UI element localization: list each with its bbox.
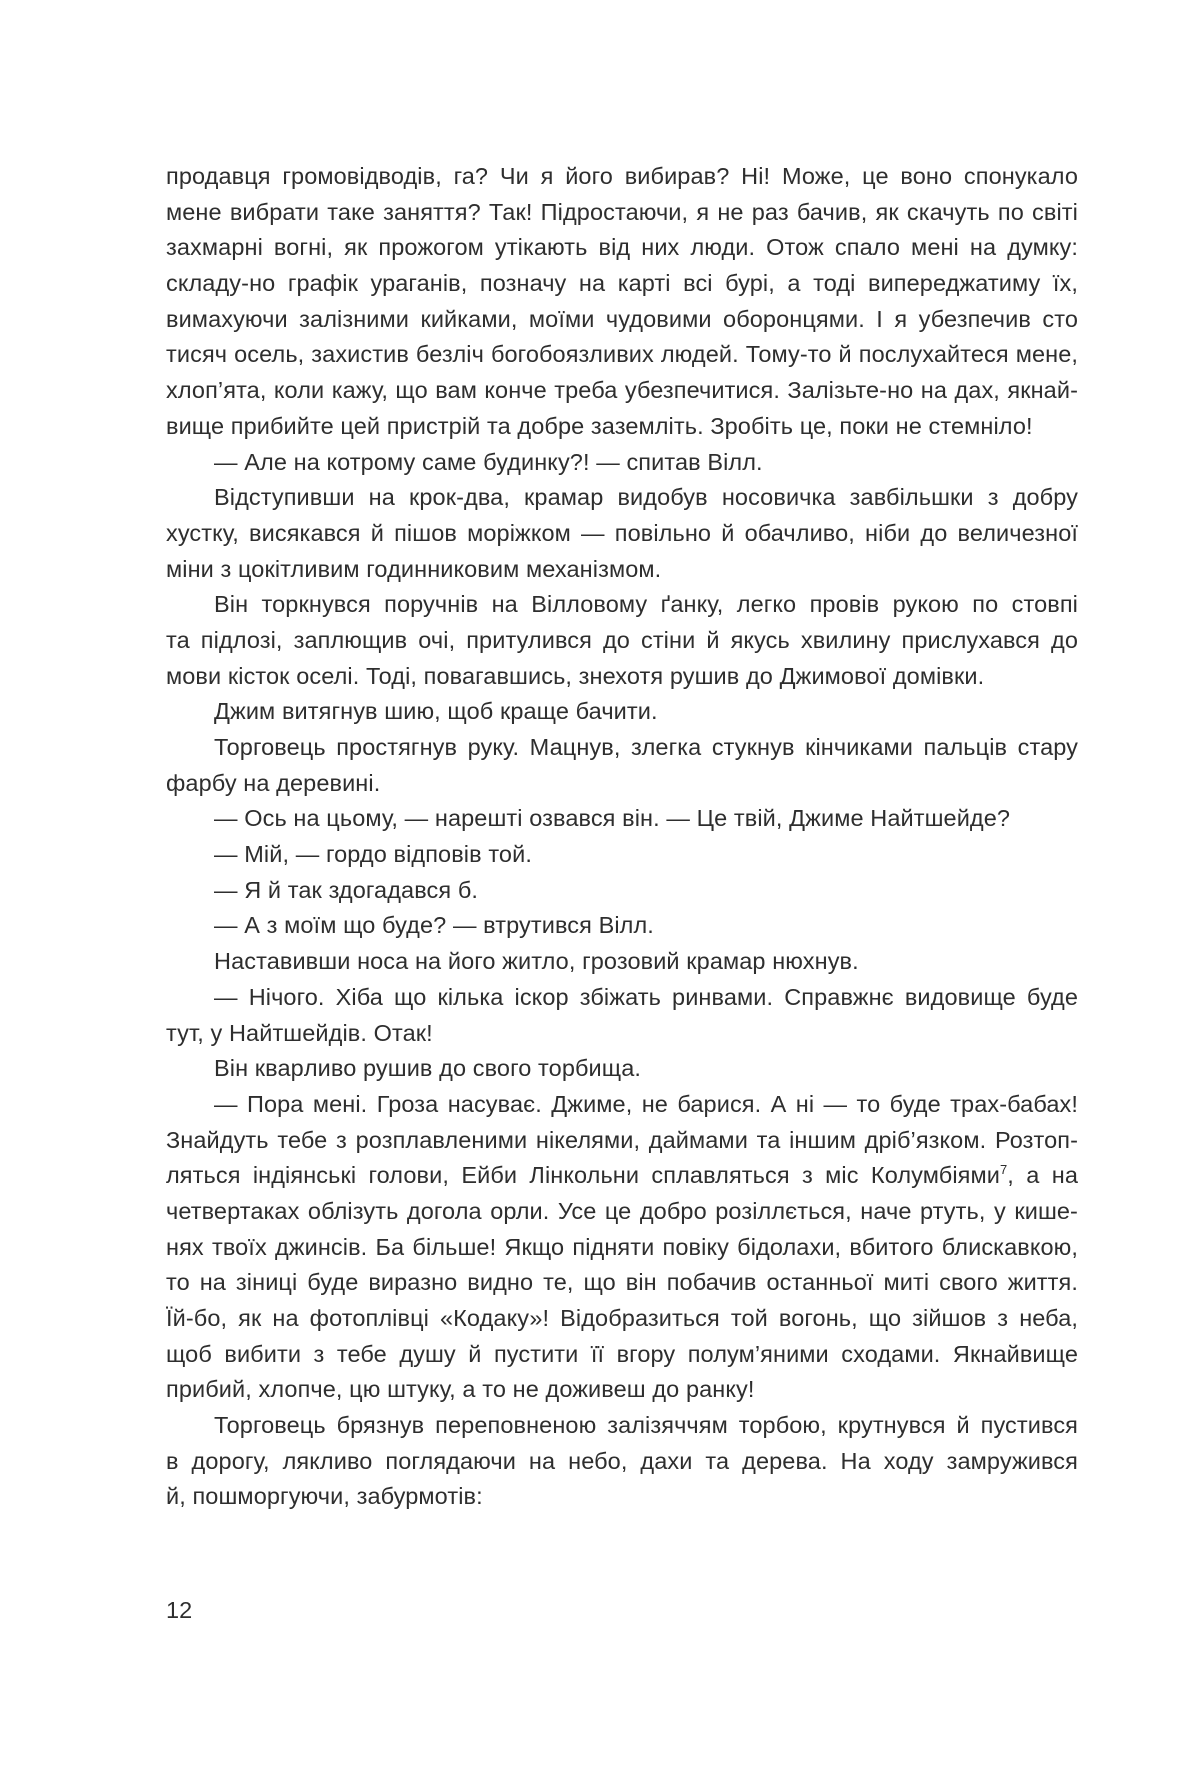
line-text: й, пошморгуючи, забурмотів: xyxy=(166,1483,483,1510)
line-text: хлоп’ята, коли кажу, що вам конче треба убезпечитися. Залізьте-но на дах, якнай- xyxy=(166,377,1078,404)
line-text: нях твоїх джинсів. Ба більше! Якщо підняти повіку бідолахи, вбитого блискавкою, xyxy=(166,1233,1078,1260)
text-line xyxy=(166,337,1078,373)
line-text: вище прибийте цей пристрій та добре заземліть. Зробіть це, поки не стемніло! xyxy=(166,412,1033,439)
line-text: — Мій, — гордо відповів той. xyxy=(214,841,532,868)
line-text: хустку, висякався й пішов моріжком — повільно й обачливо, ніби до величезної xyxy=(166,519,1078,546)
text-line xyxy=(166,552,1078,588)
text-line xyxy=(166,766,1078,802)
line-text: — А з моїм що буде? — втрутився Вілл. xyxy=(214,912,654,939)
text-line xyxy=(166,195,1078,231)
line-text: ляться індіянські голови, Ейби Лінкольни сплавляться з міс Колумбіями xyxy=(166,1162,1000,1189)
text-line xyxy=(166,516,1078,552)
line-text: Їй-бо, як на фотоплівці «Кодаку»! Відобразиться той вогонь, що зійшов з неба, xyxy=(166,1305,1078,1331)
line-text: Джим витягнув шию, щоб краще бачити. xyxy=(214,698,658,725)
paragraph-first-line xyxy=(166,801,1078,837)
text-line xyxy=(166,409,1078,445)
line-text: Він торкнувся поручнів на Вілловому ґанку, легко провів рукою по стовпі xyxy=(214,591,1078,618)
paragraph-first-line xyxy=(166,1408,1078,1444)
text-line xyxy=(166,1372,1078,1408)
text-line xyxy=(166,659,1078,695)
line-text: захмарні вогні, як прожогом утікають від них люди. Отож спало мені на думку: xyxy=(166,234,1078,261)
line-text: Торговець простягнув руку. Мацнув, злегка стукнув кінчиками пальців стару xyxy=(214,734,1078,760)
line-text: — Ось на цьому, — нарешті озвався він. — Це твій, Джиме Найтшейде? xyxy=(214,805,1011,832)
line-text: то на зіниці буде виразно видно те, що він побачив останньої миті свого життя. xyxy=(166,1269,1078,1296)
line-text: Він кваpливо рушив до свого торбища. xyxy=(214,1055,642,1082)
line-text: — Пора мені. Гроза насуває. Джиме, не барися. А ні — то буде трах-бабах! xyxy=(214,1090,1078,1117)
line-text: мови кісток оселі. Тоді, повагавшись, знехотя рушив до Джимової домівки. xyxy=(166,662,985,689)
page-number: 12 xyxy=(166,1597,193,1623)
line-text: фарбу на деревині. xyxy=(166,769,381,796)
paragraph-first-line xyxy=(166,1087,1078,1123)
text-line xyxy=(166,1337,1078,1373)
paragraph-first-line xyxy=(166,445,1078,481)
line-text-tail: , а на xyxy=(1007,1162,1078,1189)
text-line xyxy=(166,302,1078,338)
text-line xyxy=(166,230,1078,266)
line-text: тисяч осель, захистив безліч богобоязливих людей. Тому-то й послухайтеся мене, xyxy=(166,341,1078,368)
text-line xyxy=(166,1301,1078,1337)
text-line xyxy=(166,159,1078,195)
text-line xyxy=(166,1158,1078,1194)
text-line xyxy=(166,1123,1078,1159)
paragraph-first-line xyxy=(166,480,1078,516)
paragraph-first-line xyxy=(166,730,1078,766)
paragraph-first-line xyxy=(166,980,1078,1016)
text-line xyxy=(166,1194,1078,1230)
line-text: міни з цокітливим годинниковим механізмом. xyxy=(166,555,662,582)
paragraph-first-line xyxy=(166,694,1078,730)
line-text: щоб вибити з тебе душу й пустити її вгору полум’яними сходами. Якнайвище xyxy=(166,1340,1078,1367)
line-text: тут, у Найтшейдів. Отак! xyxy=(166,1019,433,1046)
text-line xyxy=(166,1444,1078,1480)
text-line xyxy=(166,1479,1078,1515)
paragraph-first-line xyxy=(166,587,1078,623)
paragraph-first-line xyxy=(166,837,1078,873)
line-text: прибий, хлопче, цю штуку, а то не доживеш до ранку! xyxy=(166,1376,755,1403)
line-text: продавця громовідводів, га? Чи я його вибирав? Ні! Може, це воно спонукало xyxy=(166,163,1078,189)
text-line xyxy=(166,266,1078,302)
footnote-marker: 7 xyxy=(999,1162,1008,1178)
line-text: складу-но графік ураганів, позначу на карті всі бурі, а тоді випереджатиму їх, xyxy=(166,270,1078,297)
line-text: мене вибрати таке заняття? Так! Підростаючи, я не раз бачив, як скачуть по світі xyxy=(166,198,1078,225)
line-text: вимахуючи залізними кийками, моїми чудовими оборонцями. І я убезпечив сто xyxy=(166,305,1078,332)
paragraph-first-line xyxy=(166,873,1078,909)
line-text: Знайдуть тебе з розплавленими нікелями, даймами та іншим дріб’язком. Розтоп- xyxy=(166,1126,1078,1153)
paragraph-first-line xyxy=(166,908,1078,944)
text-line xyxy=(166,1016,1078,1052)
text-line xyxy=(166,373,1078,409)
line-text: та підлозі, заплющив очі, притулився до стіни й якусь хвилину прислухався до xyxy=(166,626,1078,653)
line-text: четвертаках облізуть догола орли. Усе це добро розіллється, наче ртуть, у кише- xyxy=(166,1197,1078,1224)
paragraph-first-line xyxy=(166,944,1078,980)
line-text: — Я й так здогадався б. xyxy=(214,876,479,903)
text-line xyxy=(166,623,1078,659)
page-body-text xyxy=(166,159,1078,1515)
line-text: Наставивши носа на його житло, грозовий крамар нюхнув. xyxy=(214,948,859,975)
line-text: в дорогу, лякливо поглядаючи на небо, дахи та дерева. На ходу замружився xyxy=(166,1447,1078,1474)
line-text: Торговець брязнув переповненою залізяччям торбою, крутнувся й пустився xyxy=(214,1412,1078,1439)
line-text: — Але на котрому саме будинку?! — спитав Вілл. xyxy=(214,448,763,475)
text-line xyxy=(166,1265,1078,1301)
line-text: — Нічого. Хіба що кілька іскор збіжать ринвами. Справжнє видовище буде xyxy=(214,983,1078,1010)
paragraph-first-line xyxy=(166,1051,1078,1087)
line-text: Відступивши на крок-два, крамар видобув носовичка завбільшки з добру xyxy=(214,484,1078,511)
text-line xyxy=(166,1230,1078,1266)
